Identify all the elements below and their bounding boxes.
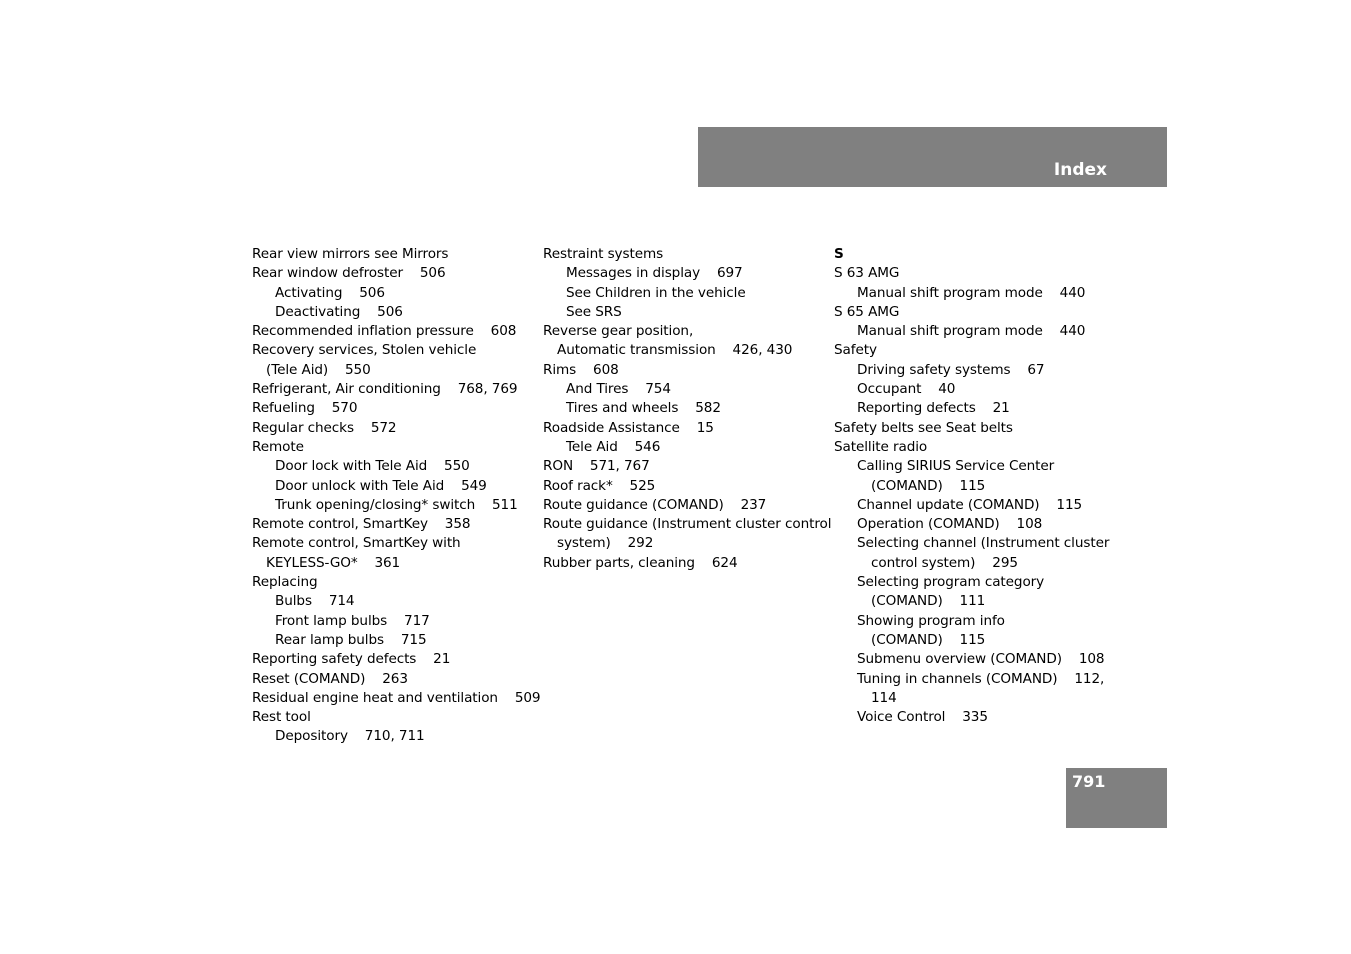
index-column-1 xyxy=(252,245,541,747)
index-header-bar xyxy=(698,127,1167,187)
index-entry: Submenu overview (COMAND) 108 xyxy=(857,651,1105,668)
index-entry: Replacing xyxy=(252,574,318,591)
index-entry: Remote xyxy=(252,438,304,455)
index-entry: Recommended inflation pressure 608 xyxy=(252,323,517,340)
index-entry: See Children in the vehicle xyxy=(566,284,746,301)
index-entry: Tires and wheels 582 xyxy=(566,400,721,417)
index-entry: KEYLESS-GO* 361 xyxy=(266,554,401,571)
index-entry: Safety xyxy=(834,342,877,359)
index-entry: Channel update (COMAND) 115 xyxy=(857,496,1083,513)
index-entry: Safety belts see Seat belts xyxy=(834,419,1013,436)
index-entry: Trunk opening/closing* switch 511 xyxy=(275,496,518,513)
index-entry: Showing program info xyxy=(857,612,1005,629)
index-entry: Remote control, SmartKey with xyxy=(252,535,461,552)
index-entry: Rubber parts, cleaning 624 xyxy=(543,554,738,571)
index-entry: Operation (COMAND) 108 xyxy=(857,516,1043,533)
index-entry: (COMAND) 115 xyxy=(871,477,986,494)
index-entry: Regular checks 572 xyxy=(252,419,397,436)
index-entry: (COMAND) 115 xyxy=(871,631,986,648)
index-entry: Manual shift program mode 440 xyxy=(857,284,1086,301)
index-entry: Reporting safety defects 21 xyxy=(252,651,451,668)
index-entry: Occupant 40 xyxy=(857,381,956,398)
index-entry: Restraint systems xyxy=(543,246,664,262)
index-entry: Route guidance (COMAND) 237 xyxy=(543,496,767,513)
index-entry: Messages in display 697 xyxy=(566,265,743,282)
index-column-2 xyxy=(543,245,832,573)
index-entry: Roof rack* 525 xyxy=(543,477,656,494)
index-letter-heading: S xyxy=(834,246,844,262)
index-entry: And Tires 754 xyxy=(566,381,671,398)
index-entry: Refueling 570 xyxy=(252,400,358,417)
index-entry: Calling SIRIUS Service Center xyxy=(857,458,1055,475)
index-entry: control system) 295 xyxy=(871,554,1018,571)
page-number-box xyxy=(1066,768,1167,828)
index-entry: Reporting defects 21 xyxy=(857,400,1010,417)
index-entry: Rear view mirrors see Mirrors xyxy=(252,246,449,262)
index-entry: Rims 608 xyxy=(543,361,619,378)
index-entry: Remote control, SmartKey 358 xyxy=(252,516,471,533)
index-entry: Roadside Assistance 15 xyxy=(543,419,714,436)
index-entry: S 65 AMG xyxy=(834,303,900,320)
index-entry: Rest tool xyxy=(252,709,311,726)
page-number: 791 xyxy=(1072,772,1106,791)
index-entry: Refrigerant, Air conditioning 768, 769 xyxy=(252,381,518,398)
index-entry: Manual shift program mode 440 xyxy=(857,323,1086,340)
index-entry: Recovery services, Stolen vehicle xyxy=(252,342,477,359)
index-entry: Voice Control 335 xyxy=(857,709,988,726)
index-entry: Front lamp bulbs 717 xyxy=(275,612,430,629)
index-entry: Activating 506 xyxy=(275,284,385,301)
index-entry: system) 292 xyxy=(557,535,654,552)
index-entry: Rear window defroster 506 xyxy=(252,265,446,282)
index-entry: Reset (COMAND) 263 xyxy=(252,670,408,687)
index-entry: Tuning in channels (COMAND) 112, xyxy=(857,670,1105,687)
index-entry: Deactivating 506 xyxy=(275,303,403,320)
index-entry: Residual engine heat and ventilation 509 xyxy=(252,689,541,706)
index-entry: Door unlock with Tele Aid 549 xyxy=(275,477,487,494)
index-entry: Route guidance (Instrument cluster control xyxy=(543,516,832,533)
index-entry: Driving safety systems 67 xyxy=(857,361,1045,378)
index-entry: RON 571, 767 xyxy=(543,458,650,475)
index-entry: Depository 710, 711 xyxy=(275,728,425,745)
index-entry: Selecting channel (Instrument cluster xyxy=(857,535,1110,552)
index-entry: (COMAND) 111 xyxy=(871,593,986,610)
page-title: Index xyxy=(1053,160,1107,180)
index-entry: Reverse gear position, xyxy=(543,323,694,340)
index-entry: Automatic transmission 426, 430 xyxy=(557,342,793,359)
index-entry: See SRS xyxy=(566,303,622,320)
index-entry: S 63 AMG xyxy=(834,265,900,282)
index-entry: Tele Aid 546 xyxy=(566,438,661,455)
index-entry: Selecting program category xyxy=(857,574,1045,591)
index-entry: Door lock with Tele Aid 550 xyxy=(275,458,470,475)
index-entry: Rear lamp bulbs 715 xyxy=(275,631,427,648)
index-entry: Bulbs 714 xyxy=(275,593,355,610)
index-column-3 xyxy=(834,245,1119,727)
index-entry: (Tele Aid) 550 xyxy=(266,361,371,378)
index-entry: 114 xyxy=(871,689,897,706)
index-entry: Satellite radio xyxy=(834,438,928,455)
